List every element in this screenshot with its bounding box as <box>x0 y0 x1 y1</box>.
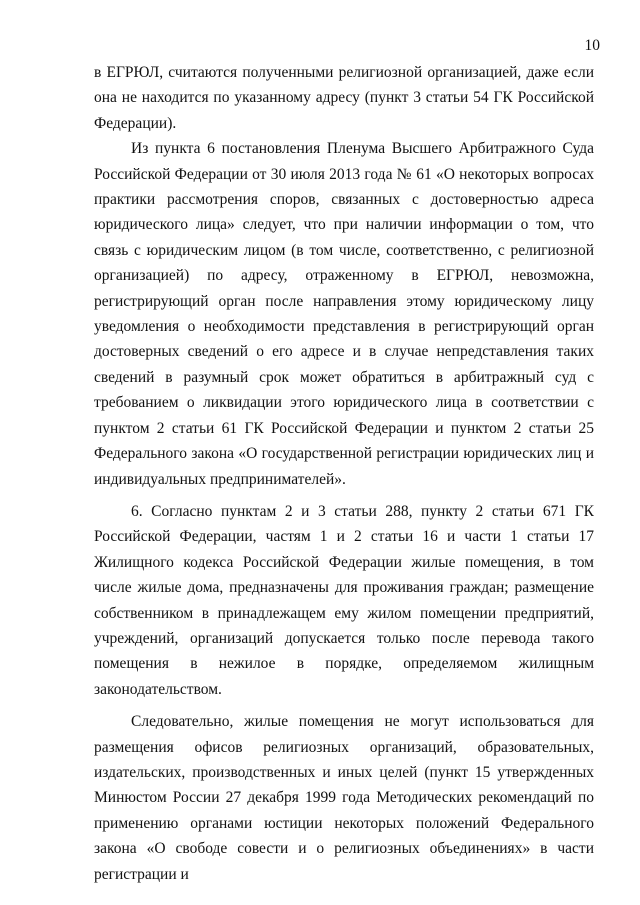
paragraph-continued: в ЕГРЮЛ, считаются полученными религиозной организацией, даже если она не находится по указанному адресу (пункт 3 статьи 54 ГК Российской Федерации). <box>94 64 594 132</box>
paragraph-plenum-resolution: Из пункта 6 постановления Пленума Высшего Арбитражного Суда Российской Федерации от 30 июля 2013 года № 61 «О некоторых вопросах практики рассмотрения споров, связанных с достоверностью адреса юридического лица» следует, что при наличии информации о том, что связь с юридическим лицом (в том числе, соответственно, с религиозной организацией) по адресу, отраженному в ЕГРЮЛ, невозможна, регистрирующий орган после направления этому юридическому лицу уведомления о необходимости представления в регистрирующий орган достоверных сведений о его адресе и в случае непредставления таких сведений в разумный срок может обратиться в арбитражный суд с требованием о ликвидации этого юридического лица в соответствии с пунктом 2 статьи 61 ГК Российской Федерации и пунктом 2 статьи 25 Федерального закона «О государственной регистрации юридических лиц и индивидуальных предпринимателей». <box>94 140 594 488</box>
page-number: 10 <box>584 37 600 54</box>
paragraph-consequently: Следовательно, жилые помещения не могут использоваться для размещения офисов религиозных организаций, образовательных, издательских, производственных и иных целей (пункт 15 утвержденных Минюстом России 27 декабря 1999 года Методических рекомендаций по применению органами юстиции некоторых положений Федерального закона «О свободе совести и о религиозных объединениях» в части регистрации и <box>94 713 594 883</box>
paragraph-item-6: 6. Согласно пунктам 2 и 3 статьи 288, пункту 2 статьи 671 ГК Российской Федерации, частям 1 и 2 статьи 16 и части 1 статьи 17 Жилищного кодекса Российской Федерации жилые помещения, в том числе жилые дома, предназначены для проживания граждан; размещение собственником в принадлежащем ему жилом помещении предприятий, учреждений, организаций допускается только после перевода такого помещения в нежилое в порядке, определяемом жилищным законодательством. <box>94 502 594 698</box>
document-body <box>94 60 594 887</box>
